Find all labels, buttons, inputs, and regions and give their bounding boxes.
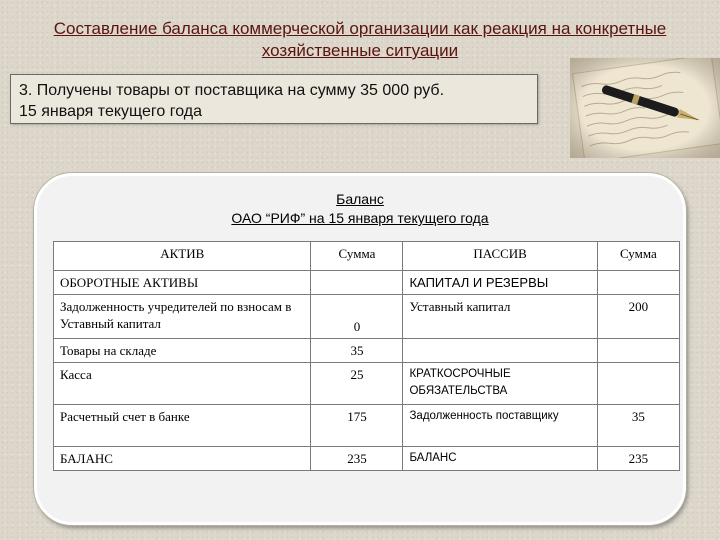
liability-cell: КАПИТАЛ И РЕЗЕРВЫ <box>403 271 597 295</box>
asset-total-cell: БАЛАНС <box>54 447 311 471</box>
liability-total-sum-cell: 235 <box>597 447 679 471</box>
asset-cell: Товары на складе <box>54 339 311 363</box>
balance-table <box>53 241 680 471</box>
table-header-row <box>54 242 680 271</box>
table-row <box>54 363 680 405</box>
balance-heading-subtitle: ОАО “РИФ” на 15 января текущего года <box>231 210 489 226</box>
situation-line-2: 15 января текущего года <box>19 103 202 120</box>
asset-sum-cell: 0 <box>311 295 403 339</box>
asset-sum-cell <box>311 271 403 295</box>
table-row <box>54 447 680 471</box>
table-row <box>54 405 680 447</box>
liability-sum-cell <box>597 271 679 295</box>
asset-sum-cell: 175 <box>311 405 403 447</box>
pen-and-letters-image <box>570 58 720 158</box>
asset-cell: Касса <box>54 363 311 405</box>
asset-sum-cell: 25 <box>311 363 403 405</box>
table-row <box>54 271 680 295</box>
liability-cell: Уставный капитал <box>403 295 597 339</box>
balance-heading-title: Баланс <box>336 191 384 207</box>
liability-sum-cell: 200 <box>597 295 679 339</box>
liability-sum-cell <box>597 363 679 405</box>
header-sum-asset: Сумма <box>311 242 403 271</box>
table-row <box>54 295 680 339</box>
liability-total-cell: БАЛАНС <box>403 447 597 471</box>
liability-cell <box>403 339 597 363</box>
slide-title: Составление баланса коммерческой организации как реакция на конкретные хозяйственные ситуации <box>53 19 667 60</box>
situation-box <box>10 74 538 124</box>
situation-line-1: 3. Получены товары от поставщика на сумму 35 000 руб. <box>19 82 445 99</box>
liability-sum-cell <box>597 339 679 363</box>
liability-cell: Задолженность поставщику <box>403 405 597 447</box>
asset-cell: Расчетный счет в банке <box>54 405 311 447</box>
liability-sum-cell: 35 <box>597 405 679 447</box>
balance-heading <box>34 190 686 228</box>
table-row <box>54 339 680 363</box>
header-liability: ПАССИВ <box>403 242 597 271</box>
asset-cell: Задолженность учредителей по взносам в Уставный капитал <box>54 295 311 339</box>
asset-total-sum-cell: 235 <box>311 447 403 471</box>
liability-cell: КРАТКОСРОЧНЫЕ ОБЯЗАТЕЛЬСТВА <box>403 363 597 405</box>
header-sum-liability: Сумма <box>597 242 679 271</box>
header-asset: АКТИВ <box>54 242 311 271</box>
asset-sum-cell: 35 <box>311 339 403 363</box>
asset-cell: ОБОРОТНЫЕ АКТИВЫ <box>54 271 311 295</box>
